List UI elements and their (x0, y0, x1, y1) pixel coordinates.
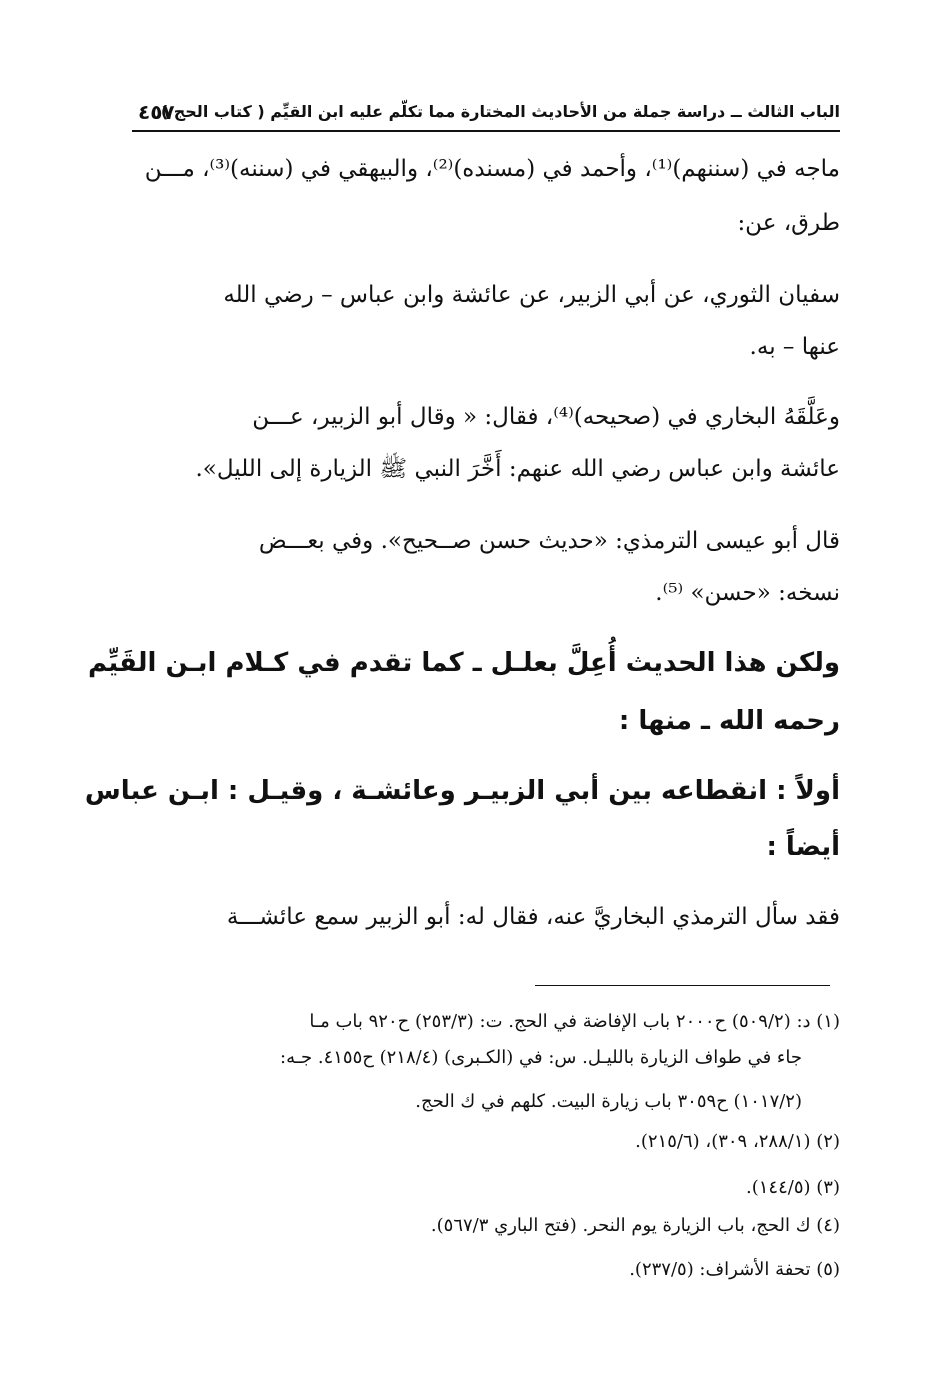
paragraph-line: فقد سأل الترمذي البخاريَّ عنه، فقال له: أبو الزبير سمع عائشـــة (226, 904, 840, 930)
paragraph-line: عائشة وابن عباس رضي الله عنهم: أَخَّرَ النبي ﷺ الزيارة إلى الليل». (195, 456, 840, 482)
paragraph-line: سفيان الثوري، عن أبي الزبير، عن عائشة وابن عباس – رضي الله (223, 282, 840, 308)
page-number: ٤٥٧ (138, 100, 175, 124)
footnote-line: جاء في طواف الزيارة بالليـل. س: في (الكـبرى) (٢١٨/٤) ح٤١٥٥. جـه: (280, 1047, 802, 1068)
bold-paragraph-line: رحمه الله ـ منها : (618, 706, 840, 736)
footnote-line: (٢) (٢٨٨/١، ٣٠٩)، (٢١٥/٦). (635, 1131, 840, 1152)
bold-paragraph-line: ولكن هذا الحديث أُعِلَّ بعلـل ـ كما تقدم في كـلام ابـن القَيِّم (88, 648, 840, 678)
paragraph-line: طرق، عن: (737, 210, 840, 236)
footnote-line: (١) د: (٥٠٩/٢) ح٢٠٠٠ باب الإفاضة في الحج. ت: (٢٥٣/٣) ح٩٢٠ باب مـا (309, 1011, 840, 1032)
footnote-line: (٣) (١٤٤/٥). (746, 1177, 840, 1198)
bold-heading-line: أيضاً : (766, 832, 840, 862)
bold-heading-line: أولاً : انقطاعه بين أبي الزبيـر وعائشـة ، وقيـل : ابـن عباس (84, 776, 840, 806)
footnote-line: (١٠١٧/٢) ح٣٠٥٩ باب زيارة البيت. كلهم في ك الحج. (415, 1091, 802, 1112)
paragraph-line: نسخه: «حسن» ⁽⁵⁾. (655, 580, 840, 606)
running-title: الباب الثالث ــ دراسة جملة من الأحاديث المختارة مما تكلّم عليه ابن القيِّم ( كتاب الحج ) (160, 102, 840, 121)
footnote-separator (535, 985, 830, 986)
footnote-line: (٥) تحفة الأشراف: (٢٣٧/٥). (629, 1259, 840, 1280)
page-header (132, 100, 840, 132)
footnote-line: (٤) ك الحج، باب الزيارة يوم النحر. (فتح الباري ٥٦٧/٣). (430, 1215, 840, 1236)
paragraph-line: وعَلَّقَهُ البخاري في (صحيحه)⁽⁴⁾، فقال: « وقال أبو الزبير، عـــن (252, 404, 840, 430)
paragraph-line: عنها – به. (749, 334, 840, 360)
paragraph-line: قال أبو عيسى الترمذي: «حديث حسن صــحيح». وفي بعـــض (258, 528, 840, 554)
paragraph-line: ماجه في (سننهم)⁽¹⁾، وأحمد في (مسنده)⁽²⁾، والبيهقي في (سننه)⁽³⁾، مـــن (144, 156, 840, 182)
